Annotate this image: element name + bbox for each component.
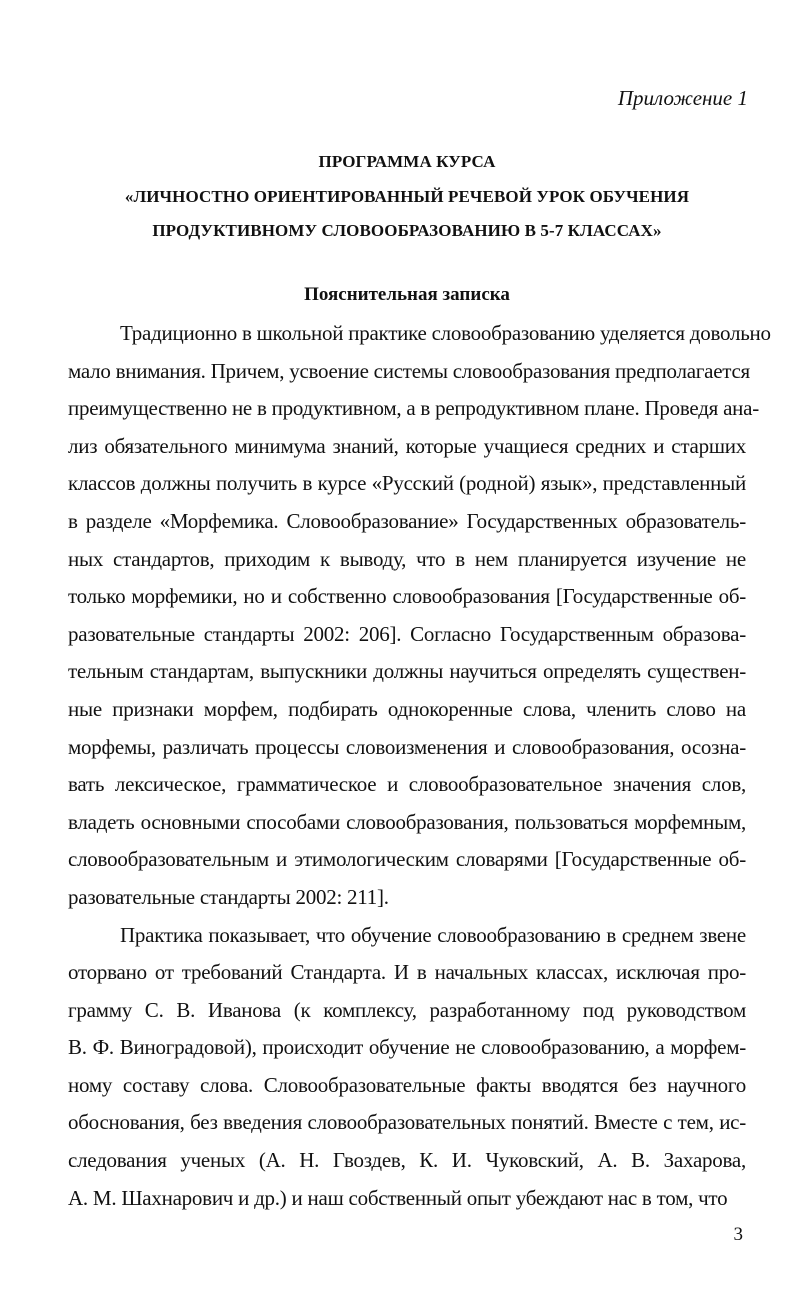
text-line: вать лексическое, грамматическое и словообразовательное значения слов, xyxy=(68,772,746,797)
course-program-title xyxy=(68,145,746,249)
text-line: словообразовательным и этимологическим словарями [Государственные об- xyxy=(68,847,746,872)
text-line: следования ученых (А. Н. Гвоздев, К. И. Чуковский, А. В. Захарова, xyxy=(68,1148,746,1173)
title-line-3: ПРОДУКТИВНОМУ СЛОВООБРАЗОВАНИЮ В 5-7 КЛАССАХ» xyxy=(152,221,662,240)
appendix-label: Приложение 1 xyxy=(617,86,748,110)
text-line: ному составу слова. Словообразовательные факты вводятся без научного xyxy=(68,1072,746,1097)
title-line-1: ПРОГРАММА КУРСА xyxy=(318,152,496,171)
page-number: 3 xyxy=(733,1224,743,1245)
text-line: ные признаки морфем, подбирать однокоренные слова, членить слово на xyxy=(68,696,746,721)
text-line: В. Ф. Виноградовой), происходит обучение не словообразованию, а морфем- xyxy=(68,1035,746,1060)
text-line: оторвано от требований Стандарта. И в начальных классах, исключая про- xyxy=(68,960,746,985)
body-text xyxy=(68,315,771,1217)
text-line: А. М. Шахнарович и др.) и наш собственный опыт убеждают нас в том, что xyxy=(68,1185,728,1210)
text-line: разовательные стандарты 2002: 206]. Согласно Государственным образова- xyxy=(68,621,746,646)
text-line: грамму С. В. Иванова (к комплексу, разработанному под руководством xyxy=(68,997,746,1022)
text-line: владеть основными способами словообразования, пользоваться морфемным, xyxy=(68,809,746,834)
paragraph-1 xyxy=(68,315,771,917)
text-line: тельным стандартам, выпускники должны научиться определять существен- xyxy=(68,659,746,684)
text-line: морфемы, различать процессы словоизменения и словообразования, осозна- xyxy=(68,734,746,759)
text-line: Практика показывает, что обучение словообразованию в среднем звене xyxy=(120,922,746,947)
text-line: мало внимания. Причем, усвоение системы словообразования предполагается xyxy=(68,358,750,383)
section-title: Пояснительная записка xyxy=(304,284,510,305)
text-line: Традиционно в школьной практике словообразованию уделяется довольно xyxy=(120,321,771,345)
text-line: только морфемики, но и собственно словообразования [Государственные об- xyxy=(68,584,746,609)
text-line: лиз обязательного минимума знаний, которые учащиеся средних и старших xyxy=(68,433,746,458)
text-line: в разделе «Морфемика. Словообразование» Государственных образователь- xyxy=(68,508,746,533)
text-line: классов должны получить в курсе «Русский (родной) язык», представленный xyxy=(68,471,746,496)
text-line: разовательные стандарты 2002: 211]. xyxy=(68,884,389,909)
text-line: обоснования, без введения словообразовательных понятий. Вместе с тем, ис- xyxy=(68,1110,746,1135)
title-line-2: «ЛИЧНОСТНО ОРИЕНТИРОВАННЫЙ РЕЧЕВОЙ УРОК ОБУЧЕНИЯ xyxy=(124,186,690,206)
text-line: ных стандартов, приходим к выводу, что в нем планируется изучение не xyxy=(68,546,746,571)
paragraph-2 xyxy=(68,917,746,1218)
text-line: преимущественно не в продуктивном, а в репродуктивном плане. Проведя ана- xyxy=(68,396,759,421)
